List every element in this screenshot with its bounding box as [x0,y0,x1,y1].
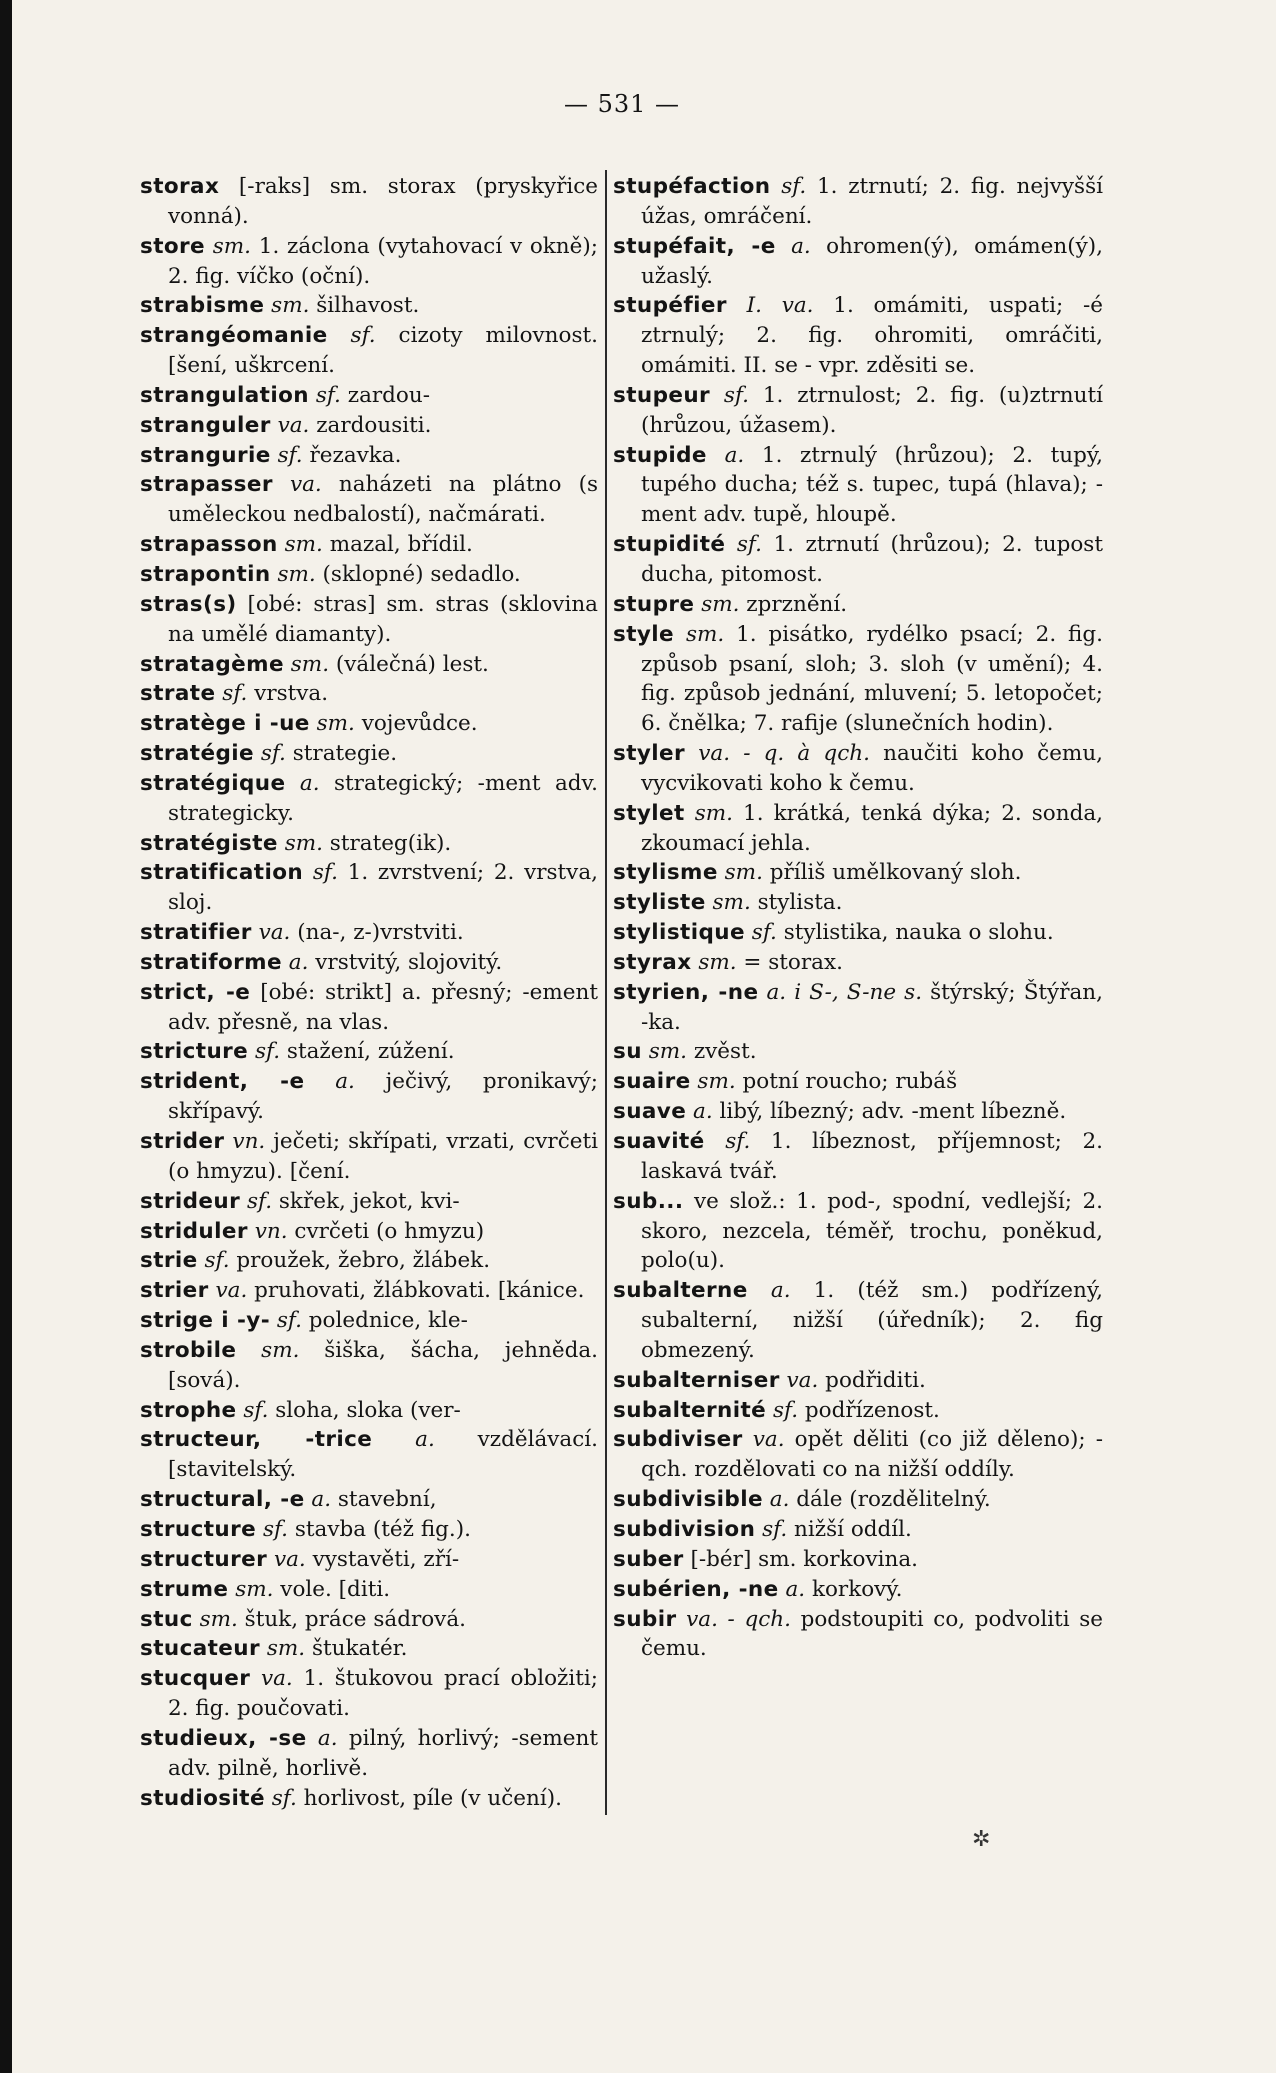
dictionary-entry [613,291,1103,381]
dictionary-entry [140,1515,598,1545]
entry-definition: vzdělávací. [stavitelský. [167,1427,598,1483]
entry-headword: strapasson [140,532,278,558]
entry-definition: 1. (též sm.) podřízený, subalterní, nižší (úředník); 2. fig obmezený. [640,1278,1103,1363]
dictionary-entry [140,441,598,471]
dictionary-entry [140,918,598,948]
entry-grammar: sm. [690,1069,736,1095]
entry-grammar: a. [304,1069,355,1095]
entry-headword: subalterne [613,1278,748,1304]
dictionary-entry [140,650,598,680]
entry-grammar: sf. [303,860,338,886]
entry-definition: (na-, z-)vrstviti. [290,920,464,946]
entry-headword: stylistique [613,920,745,946]
entry-definition: stylistika, nauka o slohu. [776,920,1054,946]
entry-grammar: sf. [755,1516,788,1542]
dictionary-entry [613,1097,1103,1127]
dictionary-entry [613,1127,1103,1187]
entry-definition: ve slož.: 1. pod-, spodní, vedlejší; 2. skoro, nezcela, téměř, trochu, poněkud, polo(u). [640,1188,1103,1274]
entry-grammar: a. [778,1576,806,1602]
entry-grammar: sf. [710,382,749,408]
entry-grammar: va. [272,472,322,498]
entry-grammar: sf. [270,1308,302,1334]
entry-headword: structural, -e [140,1487,305,1513]
dictionary-entry [140,858,598,918]
entry-headword: stratification [140,860,304,886]
dictionary-entry [613,1037,1103,1067]
entry-headword: stratiforme [140,949,282,975]
entry-grammar: va. [250,1666,293,1692]
entry-definition: strategie. [285,741,398,767]
entry-grammar: a. [304,1487,332,1513]
entry-definition: stylista. [750,890,843,916]
dictionary-entry [140,948,598,978]
entry-headword: strie [140,1248,198,1274]
page-number: — 531 — [563,90,681,118]
entry-grammar: a. [686,1099,713,1125]
entry-definition: (válečná) lest. [329,651,489,677]
entry-definition: štýrský; Štýřan, -ka. [640,979,1103,1035]
entry-definition: pilný, horlivý; -sement adv. pilně, horlivě. [167,1725,598,1781]
entry-headword: subalternité [613,1397,767,1423]
dictionary-entry [140,1127,598,1187]
entry-headword: stratégie [140,741,254,767]
entry-grammar: sf. [197,1248,230,1274]
entry-grammar: sm. [236,1337,300,1363]
entry-definition: 1. ztrnutí (hrůzou); 2. tupost ducha, pitomost. [640,532,1103,587]
entry-headword: strapontin [140,561,271,587]
entry-definition: 1. štukovou prací obložiti; 2. fig. poučovati. [167,1666,599,1722]
entry-headword: structure [140,1516,257,1542]
dictionary-entry [140,1037,598,1067]
entry-definition: cvrčeti (o hmyzu) [287,1218,485,1244]
dictionary-entry [140,1217,598,1247]
dictionary-entry [613,530,1103,590]
entry-grammar: a. [306,1725,338,1751]
entry-headword: stupéfier [613,293,727,319]
entry-definition: opět děliti (co již děleno); - qch. rozdělovati co na nižší oddíly. [640,1427,1103,1483]
dictionary-entry [140,1605,598,1635]
entry-grammar: sm. [205,233,252,259]
entry-definition: 1. ztrnulost; 2. fig. (u)ztrnutí (hrůzou, úžasem). [640,382,1103,438]
entry-headword: stuc [140,1606,193,1632]
dictionary-entry [140,1246,598,1276]
entry-grammar: sf. [256,1516,289,1542]
entry-headword: stupre [613,591,695,617]
dictionary-entry [613,978,1103,1038]
dictionary-entry [613,948,1103,978]
entry-grammar: sf. [327,323,376,349]
entry-headword: stucateur [140,1636,261,1662]
entry-headword: studieux, -se [140,1725,307,1751]
entry-grammar: a. i S-, S-ne s. [758,979,923,1005]
entry-headword: suber [613,1546,684,1572]
dictionary-entry [140,530,598,560]
ornament-icon: ✲ [972,1827,991,1852]
left-column [140,172,598,1813]
entry-definition: zvěst. [687,1039,757,1065]
entry-grammar: sm. [694,591,740,617]
entry-definition: štuk, práce sádrová. [237,1606,466,1632]
entry-definition: cizoty milovnost. [šení, uškrcení. [167,323,598,379]
entry-definition: vrstva. [247,681,329,707]
entry-grammar: sf. [254,741,286,767]
column-divider [605,170,607,1815]
dictionary-entry [613,1067,1103,1097]
entry-grammar: sm. [260,1636,306,1662]
entry-definition: řezavka. [302,442,402,468]
entry-definition: šilhavost. [309,293,420,319]
entry-grammar: va. [742,1427,785,1453]
entry-headword: styliste [613,890,706,916]
entry-headword: strident, -e [140,1069,305,1095]
entry-definition: naházeti na plátno (s uměleckou nedbalostí), načmárati. [167,472,598,528]
entry-headword: styrax [613,949,692,975]
entry-headword: stylet [613,800,685,826]
entry-definition: skřek, jekot, kvi- [272,1188,460,1214]
dictionary-entry [140,381,598,411]
entry-headword: strige i -y- [140,1308,271,1334]
entry-headword: sub... [613,1188,684,1214]
entry-definition: 1. líbeznost, příjemnost; 2. laskavá tvář. [640,1129,1103,1184]
entry-definition: libý, líbezný; adv. -ment líbezně. [712,1099,1067,1125]
entry-headword: suavité [613,1129,705,1154]
entry-grammar: sf. [215,681,248,707]
entry-grammar: sm. [228,1576,274,1602]
entry-grammar: va. [208,1278,248,1304]
dictionary-entry [140,1336,598,1396]
entry-definition: 1. ztrnutí; 2. fig. nejvyšší úžas, omráčení. [640,174,1103,229]
entry-headword: suaire [613,1069,691,1095]
dictionary-entry [140,232,598,292]
entry-definition: štukatér. [305,1636,408,1662]
entry-definition: [-raks] sm. storax (pryskyřice vonná). [167,174,598,229]
entry-grammar: vn. [224,1129,266,1154]
entry-headword: styler [613,741,686,767]
entry-headword: strider [140,1129,225,1154]
entry-headword: strangulation [140,382,309,408]
entry-grammar: a. [762,1487,790,1513]
entry-definition: sloha, sloka (ver- [268,1397,461,1423]
dictionary-entry [140,709,598,739]
dictionary-entry [613,1396,1103,1426]
dictionary-entry [140,1067,598,1127]
entry-grammar: sf. [725,532,762,558]
entry-grammar: va. [251,920,291,946]
entry-grammar: sm. [641,1039,687,1065]
entry-definition: zardou- [340,382,430,408]
entry-headword: subalterniser [613,1367,780,1393]
entry-headword: stucquer [140,1666,251,1692]
entry-definition: pruhovati, žlábkovati. [kánice. [247,1278,585,1304]
entry-headword: strabisme [140,293,265,319]
entry-headword: subdiviser [613,1427,743,1453]
entry-grammar: a. [775,233,811,259]
entry-grammar: sm. [277,532,323,558]
entry-definition: polednice, kle- [301,1308,468,1334]
dictionary-entry [613,620,1103,739]
dictionary-entry [613,1545,1103,1575]
dictionary-entry [140,1575,598,1605]
entry-headword: strophe [140,1397,237,1423]
entry-headword: strapasser [140,472,273,498]
entry-grammar: I. va. [726,293,814,319]
entry-grammar: va. - q. à qch. [685,741,870,767]
dictionary-page [12,0,1276,2073]
dictionary-entry [140,1425,598,1485]
entry-definition: stavba (též fig.). [288,1516,471,1542]
entry-definition: 1. krátká, tenká dýka; 2. sonda, zkoumací jehla. [640,800,1103,856]
entry-grammar: va. [270,412,310,438]
entry-definition: [obé: stras] sm. stras (sklovina na umělé diamanty). [167,591,598,647]
entry-definition: podstoupiti co, podvoliti se čemu. [640,1606,1103,1662]
entry-headword: stupide [613,442,707,468]
entry-headword: stupeur [613,382,711,408]
entry-grammar: sm. [192,1606,238,1632]
dictionary-entry [140,1485,598,1515]
entry-definition: ječivý, pronikavý; skřípavý. [167,1069,598,1125]
entry-definition: korkový. [805,1576,903,1602]
entry-grammar: sm. [270,561,316,587]
entry-definition: potní roucho; rubáš [735,1069,958,1095]
entry-definition: příliš umělkovaný sloh. [762,860,1022,886]
dictionary-entry [613,739,1103,799]
dictionary-entry [140,769,598,829]
dictionary-entry [613,441,1103,531]
dictionary-entry [613,918,1103,948]
entry-headword: subdivision [613,1516,756,1542]
entry-headword: stratagème [140,651,284,677]
entry-headword: structeur, -trice [140,1427,373,1453]
entry-definition: mazal, břídil. [322,532,473,558]
entry-grammar: sf. [704,1129,751,1154]
entry-grammar: sf. [309,382,341,408]
entry-headword: strideur [140,1188,241,1214]
entry-definition: strateg(ik). [322,830,452,856]
entry-definition: horlivost, píle (v učení). [296,1785,562,1811]
entry-definition: vrstvitý, slojovitý. [308,949,503,975]
entry-grammar: sf. [766,1397,799,1423]
entry-headword: suave [613,1099,687,1125]
dictionary-entry [140,1306,598,1336]
entry-grammar: sm. [674,621,725,647]
entry-grammar: va. - qch. [676,1606,791,1632]
entry-headword: stratège i -ue [140,711,310,737]
entry-headword: styrien, -ne [613,979,759,1005]
entry-grammar: a. [372,1427,435,1453]
dictionary-entry [613,1366,1103,1396]
entry-headword: subdivisible [613,1487,763,1513]
dictionary-entry [613,888,1103,918]
dictionary-entry [140,411,598,441]
entry-grammar: sm. [705,890,751,916]
entry-headword: stupéfait, -e [613,233,776,259]
entry-grammar: sm. [277,830,323,856]
entry-headword: subir [613,1606,677,1632]
entry-grammar: a. [281,949,309,975]
entry-headword: structurer [140,1546,268,1572]
dictionary-entry [140,1724,598,1784]
entry-grammar: sm. [691,949,737,975]
entry-headword: stupéfaction [613,174,771,199]
entry-definition: strategický; -ment adv. strategicky. [167,770,598,826]
dictionary-entry [140,1664,598,1724]
entry-headword: strate [140,681,216,707]
entry-headword: stricture [140,1039,249,1065]
entry-grammar: sf. [248,1039,281,1065]
entry-grammar: sm. [309,711,355,737]
entry-grammar: va. [267,1546,306,1572]
entry-headword: stranguler [140,412,271,438]
entry-definition: 1. omámiti, uspati; -é ztrnulý; 2. fig. ohromiti, omráčiti, omámiti. II. se - vpr. zděsiti se. [640,293,1104,379]
entry-headword: stupidité [613,532,726,558]
entry-headword: strangéomanie [140,323,328,349]
entry-definition: vole. [diti. [273,1576,391,1602]
entry-definition: vystavěti, zří- [305,1546,460,1572]
dictionary-entry [140,829,598,859]
entry-headword: studiosité [140,1785,265,1811]
entry-grammar: sf. [240,1188,273,1214]
entry-definition: šiška, šácha, jehněda. [sová). [167,1337,598,1393]
dictionary-entry [613,1575,1103,1605]
entry-headword: stylisme [613,860,718,886]
entry-definition: podřiditi. [818,1367,926,1393]
dictionary-entry [140,590,598,650]
dictionary-entry [613,858,1103,888]
entry-headword: strangurie [140,442,271,468]
entry-grammar: a. [706,442,745,468]
dictionary-entry [613,381,1103,441]
dictionary-entry [140,470,598,530]
entry-grammar: a. [285,770,320,796]
entry-definition: 1. ztrnulý (hrůzou); 2. tupý, tupého ducha; též s. tupec, tupá (hlava); -ment adv. tupě, hloupě. [640,442,1103,528]
entry-headword: stratégiste [140,830,278,856]
entry-grammar: sm. [283,651,330,677]
dictionary-entry [140,560,598,590]
entry-headword: strict, -e [140,979,251,1005]
entry-headword: strier [140,1278,209,1304]
entry-grammar: a. [747,1278,791,1304]
dictionary-entry [613,1515,1103,1545]
entry-definition: 1. pisátko, rydélko psací; 2. fig. způsob psaní, sloh; 3. sloh (v umění); 4. fig. způsob jednání, mluvení; 5. letopočet; 6. čnělka; 7. rafije (slunečních hodin). [640,621,1103,737]
entry-grammar: va. [779,1367,819,1393]
entry-definition: = storax. [736,949,843,975]
entry-headword: subérien, -ne [613,1576,779,1602]
entry-grammar: sm. [717,860,763,886]
entry-definition: ohromen(ý), omámen(ý), užaslý. [640,233,1103,289]
entry-headword: stratifier [140,920,252,946]
entry-headword: stratégique [140,770,286,796]
entry-definition: vojevůdce. [354,711,478,737]
entry-definition: 1. zvrstvení; 2. vrstva, sloj. [167,860,598,916]
entry-definition: stažení, zúžení. [280,1039,455,1065]
dictionary-entry [613,1276,1103,1366]
dictionary-entry [140,978,598,1038]
entry-grammar: sm. [264,293,310,319]
entry-definition: [obé: strikt] a. přesný; -ement adv. přesně, na vlas. [167,979,598,1035]
entry-grammar: sm. [684,800,734,826]
entry-definition: zardousiti. [309,412,432,438]
entry-headword: striduler [140,1218,248,1244]
entry-headword: strume [140,1576,229,1602]
entry-definition: dále (rozdělitelný. [789,1487,991,1513]
dictionary-entry [613,1485,1103,1515]
entry-headword: stras(s) [140,591,237,617]
entry-definition: zprznění. [739,591,848,617]
entry-definition: [-bér] sm. korkovina. [683,1546,918,1572]
entry-definition: (sklopné) sedadlo. [315,561,521,587]
dictionary-entry [140,739,598,769]
entry-grammar: sf. [770,174,807,199]
right-column [613,172,1103,1664]
dictionary-entry [140,321,598,381]
dictionary-entry [613,1187,1103,1277]
entry-headword: store [140,233,206,259]
entry-definition: podřízenost. [798,1397,940,1423]
dictionary-entry [140,1396,598,1426]
entry-headword: strobile [140,1337,237,1363]
entry-grammar: sf. [744,920,777,946]
dictionary-entry [140,679,598,709]
dictionary-entry [613,799,1103,859]
dictionary-entry [613,1605,1103,1665]
dictionary-entry [140,1634,598,1664]
dictionary-entry [140,1187,598,1217]
dictionary-entry [613,1425,1103,1485]
entry-definition: 1. záclona (vytahovací v okně); 2. fig. víčko (oční). [167,233,598,289]
dictionary-entry [140,1545,598,1575]
entry-headword: su [613,1039,642,1065]
entry-definition: proužek, žebro, žlábek. [229,1248,491,1274]
dictionary-entry [140,1276,598,1306]
entry-grammar: sf. [270,442,303,468]
dictionary-entry [613,172,1103,232]
entry-definition: stavební, [331,1487,437,1513]
dictionary-entry [613,590,1103,620]
dictionary-entry [140,291,598,321]
entry-definition: ječeti; skřípati, vrzati, cvrčeti (o hmyzu). [čení. [167,1129,598,1184]
entry-grammar: sf. [264,1785,297,1811]
entry-headword: storax [140,174,220,199]
dictionary-entry [140,1784,598,1814]
entry-definition: naučiti koho čemu, vycvikovati koho k čemu. [640,741,1104,796]
entry-grammar: sf. [236,1397,269,1423]
entry-grammar: vn. [247,1218,288,1244]
dictionary-entry [140,172,598,232]
entry-definition: nižší oddíl. [787,1516,912,1542]
dictionary-entry [613,232,1103,292]
entry-headword: style [613,621,675,647]
